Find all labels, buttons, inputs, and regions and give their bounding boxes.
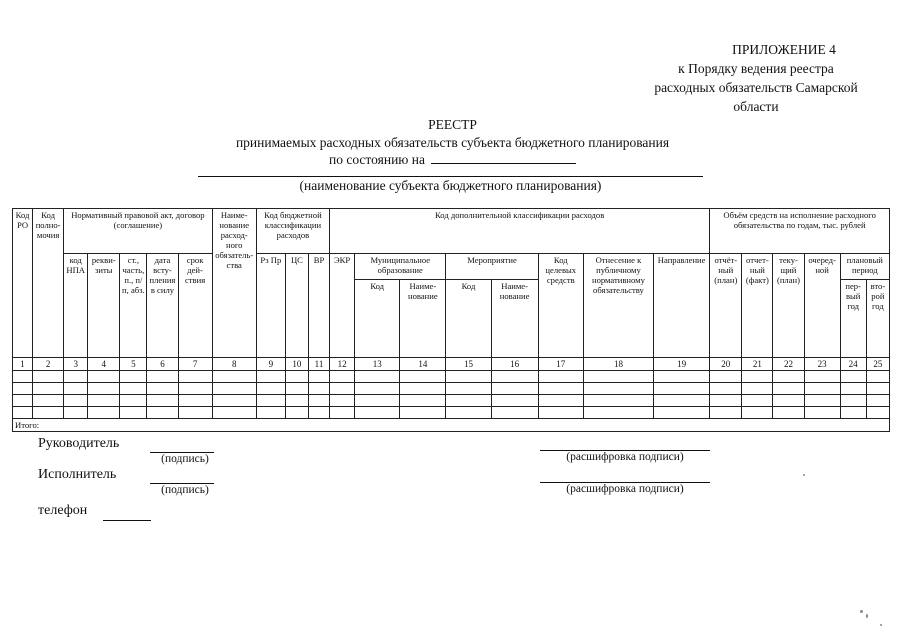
col-number: 11	[308, 358, 329, 371]
col-number: 22	[773, 358, 804, 371]
col-number: 12	[330, 358, 355, 371]
scan-speck	[880, 624, 882, 626]
annex-line-2: к Порядку ведения реестра	[678, 61, 834, 76]
col-rz-pr: Рз Пр	[256, 254, 285, 358]
col-otch-plan: отчёт-ный (план)	[710, 254, 742, 358]
group-planovyi-period: плановый период	[840, 254, 889, 280]
table-row	[13, 371, 890, 383]
col-naim-obyazatelstva: Наиме-нование расход-ного обязатель-ства	[212, 209, 256, 358]
annex-title: ПРИЛОЖЕНИЕ 4	[732, 42, 836, 57]
col-mun-kod: Код	[355, 280, 400, 358]
executor-name-caption: (расшифровка подписи)	[566, 483, 684, 495]
col-number: 1	[13, 358, 33, 371]
document-subtitle: принимаемых расходных обязательств субъекта бюджетного планирования	[235, 135, 670, 150]
group-bk: Код бюджетной классификации расходов	[256, 209, 329, 254]
head-signature-caption: (подпись)	[161, 453, 209, 465]
col-number: 16	[491, 358, 538, 371]
col-ochered: очеред-ной	[804, 254, 840, 358]
table-row	[13, 383, 890, 395]
col-number: 13	[355, 358, 400, 371]
col-mer-naim: Наиме-нование	[491, 280, 538, 358]
col-napravlenie: Направление	[654, 254, 710, 358]
col-st-chast: ст., часть, п., п/п, абз.	[120, 254, 147, 358]
col-otnesenie: Отнесение к публичному нормативному обязательству	[583, 254, 653, 358]
col-ekr: ЭКР	[330, 254, 355, 358]
col-number: 14	[400, 358, 446, 371]
annex-line-4: области	[733, 99, 779, 114]
col-vr: ВР	[308, 254, 329, 358]
registry-table	[12, 208, 890, 432]
col-number: 4	[88, 358, 120, 371]
head-label: Руководитель	[38, 436, 120, 451]
col-number: 24	[840, 358, 866, 371]
group-obem-sredstv: Объём средств на исполнение расходного обязательства по годам, тыс. рублей	[710, 209, 890, 254]
col-kod-celevyh-sredstv: Код целевых средств	[538, 254, 583, 358]
col-mun-naim: Наиме-нование	[400, 280, 446, 358]
col-kod-polnomochiya: Код полно-мочия	[33, 209, 64, 358]
col-rekvizity: рекви-зиты	[88, 254, 120, 358]
annex-block	[631, 40, 881, 116]
executor-signature-caption: (подпись)	[161, 484, 209, 496]
col-number: 15	[446, 358, 491, 371]
group-meropriyatie: Мероприятие	[446, 254, 538, 280]
col-vtoroi-god: вто-рой год	[866, 280, 889, 358]
phone-label: телефон	[38, 503, 88, 518]
col-tek-plan: теку-щий (план)	[773, 254, 804, 358]
annex-line-3: расходных обязательств Самарской	[654, 80, 858, 95]
column-numbers-row	[13, 358, 890, 371]
col-otch-fakt: отчет-ный (факт)	[742, 254, 773, 358]
total-label: Итого:	[13, 419, 890, 432]
scan-speck	[860, 610, 863, 613]
col-number: 7	[178, 358, 212, 371]
col-number: 2	[33, 358, 64, 371]
table-row	[13, 395, 890, 407]
group-npa: Нормативный правовой акт, договор (соглашение)	[64, 209, 213, 254]
document-title: РЕЕСТР	[428, 117, 477, 132]
subject-name-line	[198, 176, 703, 177]
col-data-vstupleniya: дата всту-пления в силу	[147, 254, 178, 358]
col-number: 18	[583, 358, 653, 371]
col-number: 21	[742, 358, 773, 371]
col-cs: ЦС	[285, 254, 308, 358]
group-dop-klassifikacii: Код дополнительной классификации расходов	[330, 209, 710, 254]
executor-label: Исполнитель	[38, 467, 117, 482]
date-line	[0, 151, 905, 169]
date-label: по состоянию на	[329, 152, 425, 167]
group-mun-obrazovanie: Муниципальное образование	[355, 254, 446, 280]
col-number: 10	[285, 358, 308, 371]
col-number: 25	[866, 358, 889, 371]
scan-speck	[803, 474, 805, 476]
col-kod-npa: код НПА	[64, 254, 88, 358]
col-number: 3	[64, 358, 88, 371]
col-mer-kod: Код	[446, 280, 491, 358]
head-name-caption: (расшифровка подписи)	[566, 451, 684, 463]
col-number: 17	[538, 358, 583, 371]
col-number: 20	[710, 358, 742, 371]
col-number: 9	[256, 358, 285, 371]
col-number: 19	[654, 358, 710, 371]
col-pervyi-god: пер-вый год	[840, 280, 866, 358]
total-row	[13, 419, 890, 432]
col-number: 8	[212, 358, 256, 371]
col-number: 5	[120, 358, 147, 371]
date-blank	[431, 151, 576, 164]
scan-speck	[866, 614, 868, 618]
col-srok-deistviya: срок дей-ствия	[178, 254, 212, 358]
col-number: 6	[147, 358, 178, 371]
table-row	[13, 407, 890, 419]
col-number: 23	[804, 358, 840, 371]
col-kod-ro: Код РО	[13, 209, 33, 358]
phone-line	[103, 520, 151, 521]
subject-caption: (наименование субъекта бюджетного планирования)	[299, 178, 602, 193]
